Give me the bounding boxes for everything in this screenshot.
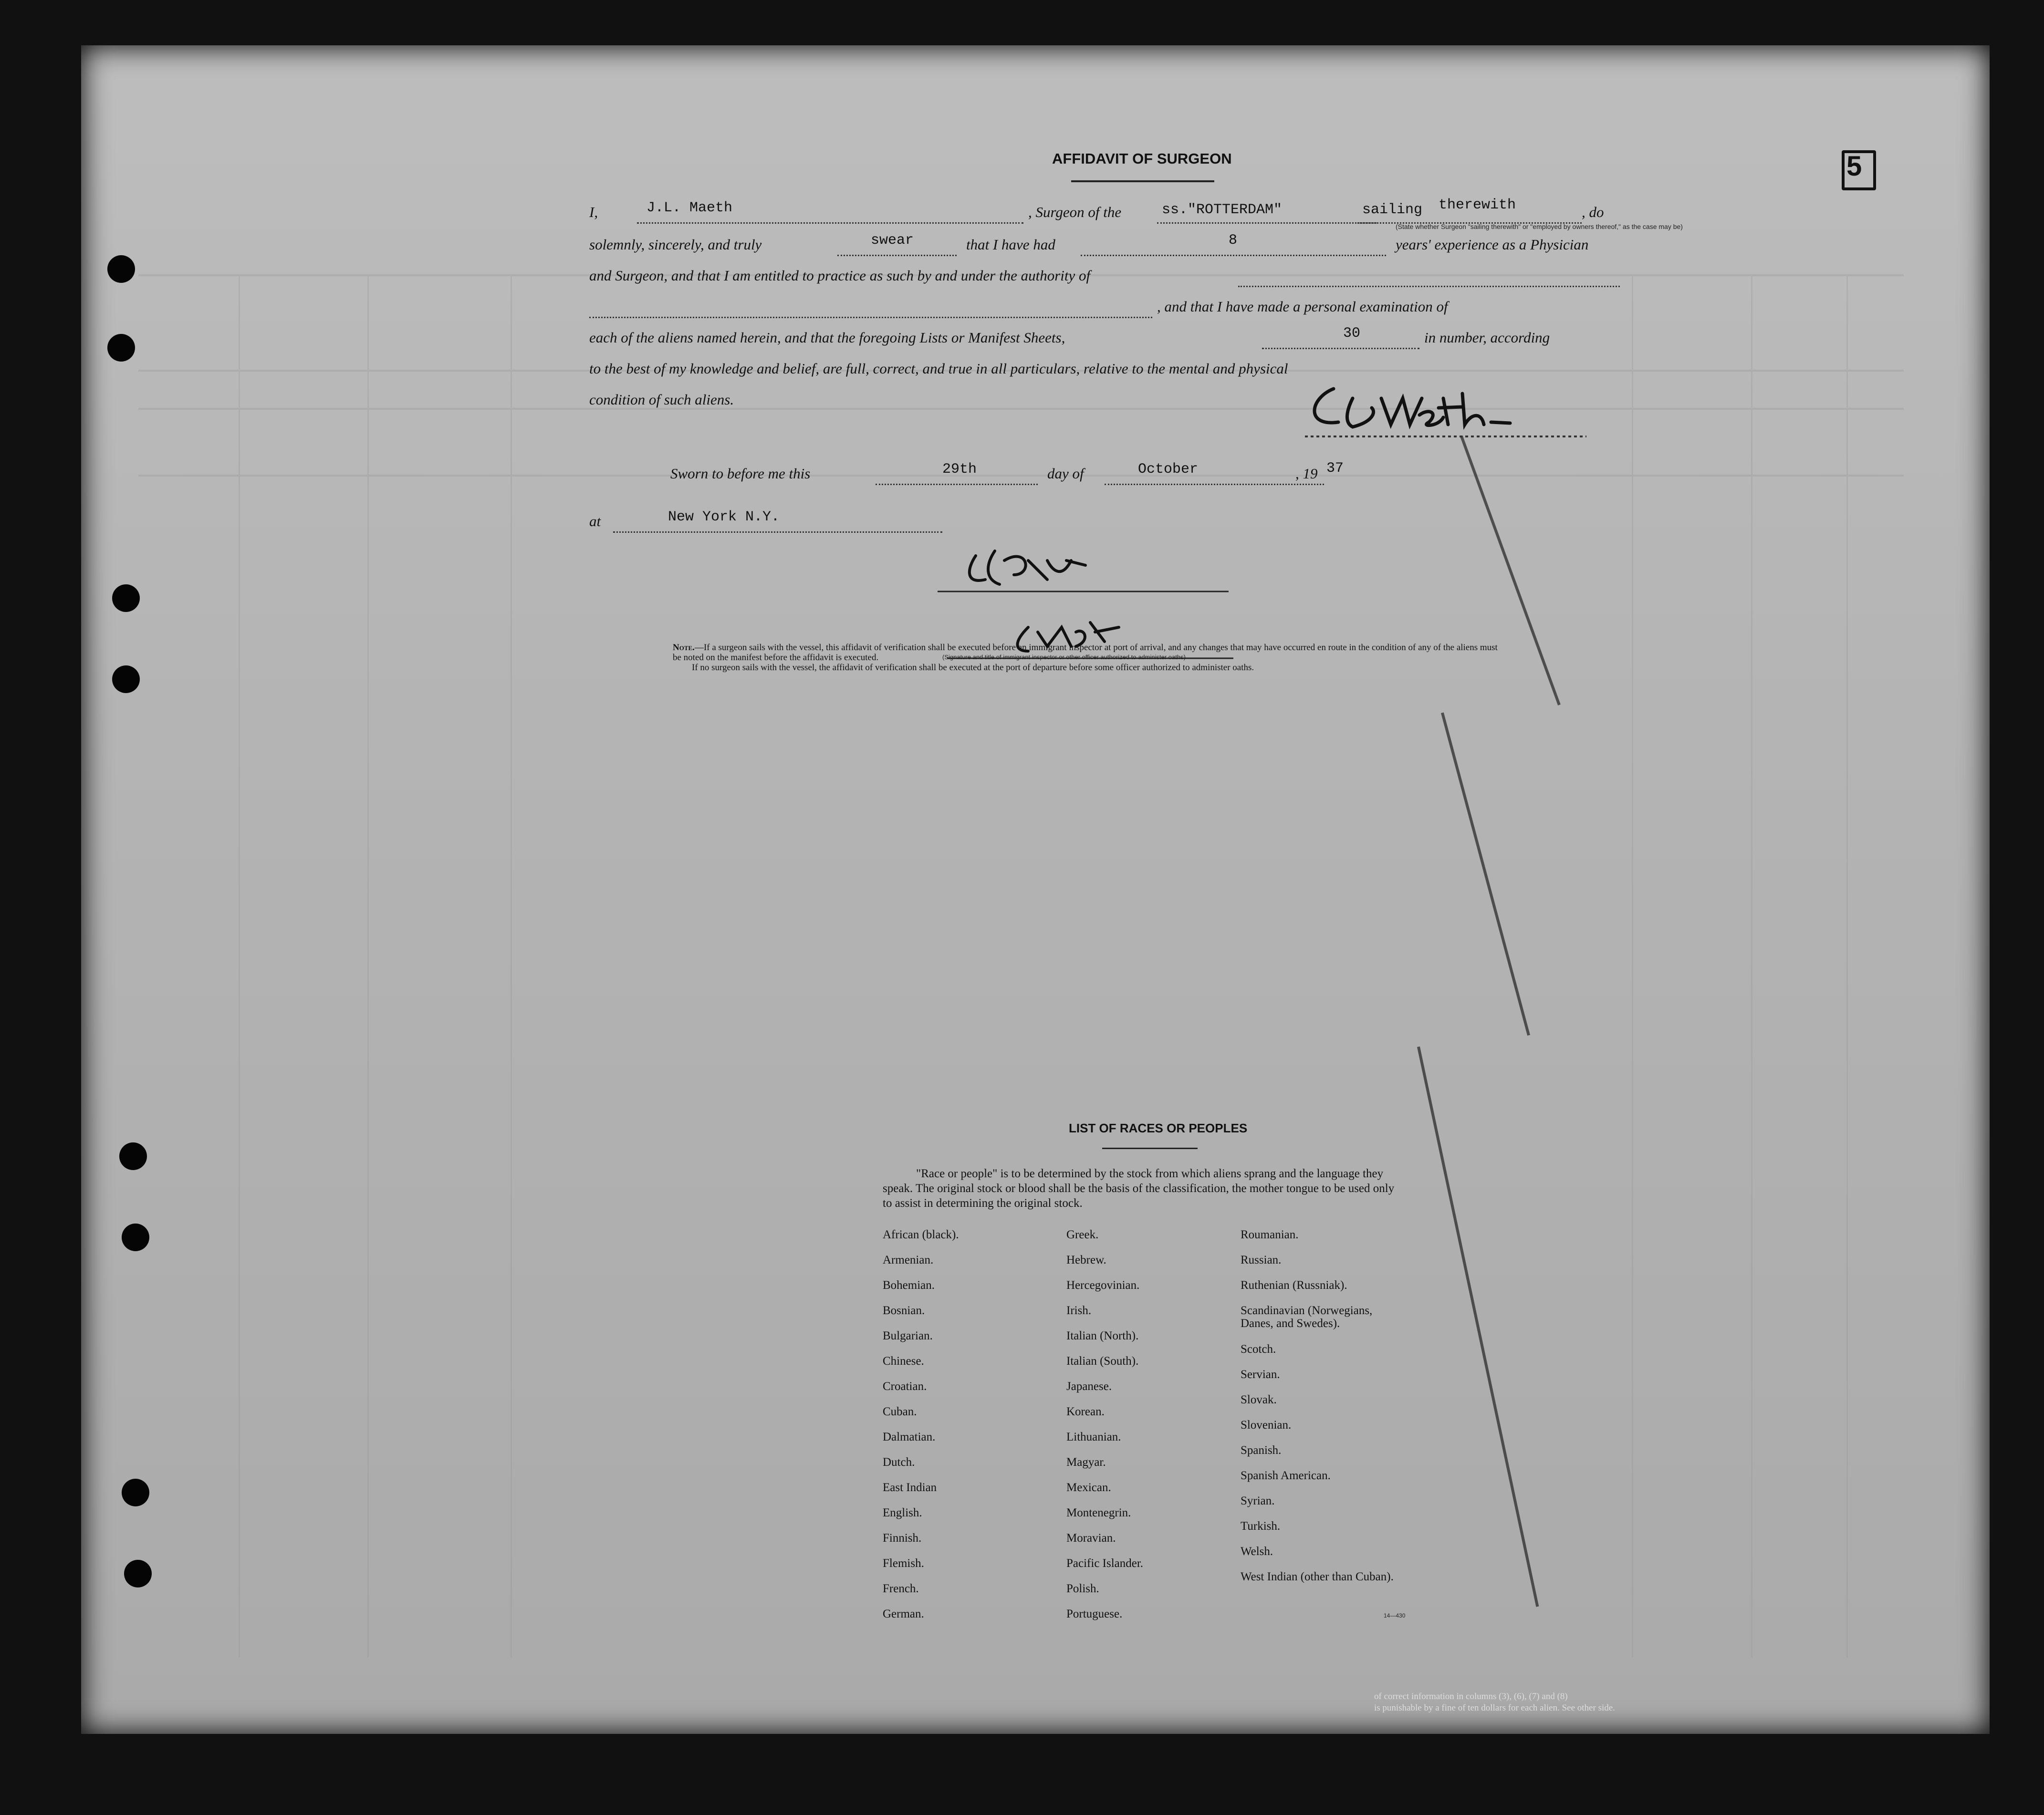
race-item: Syrian. (1241, 1494, 1275, 1507)
text-authority: and Surgeon, and that I am entitled to practice as such by and under the authority of (589, 267, 1091, 284)
signature-caption: (Signature and title of immigrant inspector or other officer authorized to administer oaths) (942, 653, 1186, 661)
bleed-through-manifest (81, 45, 1990, 1734)
race-item: Welsh. (1241, 1545, 1273, 1558)
punch-hole (112, 584, 140, 612)
race-item: Italian (North). (1066, 1329, 1139, 1342)
race-item: Dutch. (883, 1456, 915, 1469)
text-day-of: day of (1047, 465, 1084, 482)
punch-hole (124, 1560, 152, 1587)
race-item: Cuban. (883, 1405, 917, 1418)
race-item: Polish. (1066, 1582, 1099, 1595)
race-item: Greek. (1066, 1228, 1099, 1241)
text-in-number: in number, according (1424, 329, 1550, 346)
race-item: Spanish. (1241, 1444, 1282, 1457)
text-i: I, (589, 204, 598, 220)
sworn-place: New York N.Y. (668, 509, 780, 525)
surgeon-name: J.L. Maeth (647, 200, 733, 216)
race-item: Slovak. (1241, 1393, 1277, 1406)
sailing-therewith: therewith (1439, 197, 1516, 213)
oath-type: swear (871, 232, 914, 249)
fill-line (1238, 285, 1620, 287)
race-item: Montenegrin. (1066, 1506, 1131, 1519)
race-item: Flemish. (883, 1557, 924, 1570)
race-item: Japanese. (1066, 1380, 1112, 1393)
affidavit-title: AFFIDAVIT OF SURGEON (1052, 150, 1232, 167)
affidavit-note (673, 643, 1503, 673)
punch-hole (122, 1479, 149, 1506)
surgeon-signature (1300, 370, 1596, 441)
fill-line (1262, 347, 1419, 349)
races-intro-text: "Race or people" is to be determined by the stock from which aliens sprang and the language they speak. The original stock or blood shall be the basis of the classification, the mother tongue to be used only to assist in determining the original stock. (883, 1167, 1395, 1210)
text-do: , do (1582, 204, 1604, 220)
note-text-2: If no surgeon sails with the vessel, the affidavit of verification shall be executed at the port of departure before some officer authorized to administer oaths. (692, 663, 1254, 673)
race-item: Moravian. (1066, 1532, 1116, 1545)
fill-line (1157, 222, 1377, 224)
footer-note (1374, 1691, 1804, 1714)
race-item: Korean. (1066, 1405, 1105, 1418)
sworn-day: 29th (942, 461, 977, 477)
text-that-i-have-had: that I have had (966, 236, 1055, 253)
race-item: Servian. (1241, 1368, 1280, 1381)
footer-line-2: is punishable by a fine of ten dollars for each alien. See other side. (1374, 1703, 1615, 1713)
race-item: Scandinavian (Norwegians, Danes, and Swedes). (1241, 1304, 1373, 1330)
punch-hole (107, 334, 135, 362)
race-item: African (black). (883, 1228, 959, 1241)
text-manifest-sheets: each of the aliens named herein, and that the foregoing Lists or Manifest Sheets, (589, 329, 1065, 346)
race-item: Bulgarian. (883, 1329, 933, 1342)
fill-line (613, 531, 942, 533)
race-item: English. (883, 1506, 922, 1519)
race-item: Croatian. (883, 1380, 927, 1393)
race-item: Chinese. (883, 1355, 924, 1368)
race-item: Spanish American. (1241, 1469, 1331, 1482)
affidavit-line-7: condition of such aliens. (589, 391, 734, 408)
race-item: Slovenian. (1241, 1419, 1292, 1431)
punch-hole (122, 1224, 149, 1251)
race-item: Ruthenian (Russniak). (1241, 1279, 1347, 1292)
race-item: Portuguese. (1066, 1608, 1123, 1620)
race-item: Scotch. (1241, 1343, 1276, 1356)
fill-line (837, 254, 957, 256)
sworn-month: October (1138, 461, 1199, 477)
vessel-name: ss."ROTTERDAM" (1162, 202, 1283, 218)
text-years-experience: years' experience as a Physician (1396, 236, 1589, 253)
fill-line (589, 316, 1152, 318)
text-examination: , and that I have made a personal examination of (1157, 298, 1448, 315)
text-solemnly: solemnly, sincerely, and truly (589, 236, 762, 253)
sailing-status: sailing (1362, 202, 1423, 218)
race-item: Armenian. (883, 1254, 934, 1266)
note-text-1: —If a surgeon sails with the vessel, this affidavit of verification shall be executed before an immigrant inspector at port of arrival, and any changes that may have occurred en route in the condition of any of the aliens must be noted on the manifest before the affidavit is executed. (673, 643, 1498, 663)
race-item: Russian. (1241, 1254, 1282, 1266)
race-item: German. (883, 1608, 924, 1620)
punch-hole (107, 255, 135, 283)
race-item: Finnish. (883, 1532, 922, 1545)
text-sworn: Sworn to before me this (670, 465, 811, 482)
race-item: Hebrew. (1066, 1254, 1106, 1266)
races-title: LIST OF RACES OR PEOPLES (1069, 1121, 1248, 1135)
punch-hole (112, 665, 140, 693)
sailing-note: (State whether Surgeon "sailing therewith" or "employed by owners thereof," as the case may be) (1396, 223, 1683, 230)
note-label: Note. (673, 643, 695, 653)
punch-hole (119, 1142, 147, 1170)
manifest-page (81, 45, 1990, 1734)
sheet-count: 30 (1343, 325, 1361, 342)
race-item: Lithuanian. (1066, 1431, 1121, 1443)
text-at: at (589, 513, 601, 529)
race-item: Pacific Islander. (1066, 1557, 1144, 1570)
race-item: Bosnian. (883, 1304, 925, 1317)
text-year-prefix: , 19 (1295, 465, 1318, 482)
race-item: East Indian (883, 1481, 937, 1494)
title-rule (1071, 180, 1214, 182)
form-number: 14—430 (1384, 1612, 1406, 1619)
race-item: Bohemian. (883, 1279, 935, 1292)
race-item: West Indian (other than Cuban). (1241, 1570, 1394, 1583)
fill-line (1081, 254, 1386, 256)
race-item: Dalmatian. (883, 1431, 936, 1443)
fill-line (637, 222, 1023, 224)
race-item: Magyar. (1066, 1456, 1106, 1469)
races-intro (883, 1166, 1398, 1211)
page-number: 5 (1846, 151, 1862, 182)
text-surgeon-of: , Surgeon of the (1028, 204, 1122, 220)
fill-line (1105, 483, 1324, 485)
sworn-year: 37 (1326, 460, 1344, 477)
race-item: Irish. (1066, 1304, 1092, 1317)
race-item: French. (883, 1582, 919, 1595)
race-item: Hercegovinian. (1066, 1279, 1140, 1292)
footer-line-1: of correct information in columns (3), (6), (7) and (8) (1374, 1691, 1568, 1701)
years-experience: 8 (1229, 232, 1238, 249)
races-title-rule (1102, 1148, 1198, 1149)
race-item: Turkish. (1241, 1520, 1281, 1533)
race-item: Mexican. (1066, 1481, 1111, 1494)
fill-line (876, 483, 1038, 485)
race-item: Roumanian. (1241, 1228, 1299, 1241)
affidavit-line-6: to the best of my knowledge and belief, are full, correct, and true in all particulars, relative to the mental and physical (589, 360, 1288, 377)
race-item: Italian (South). (1066, 1355, 1139, 1368)
